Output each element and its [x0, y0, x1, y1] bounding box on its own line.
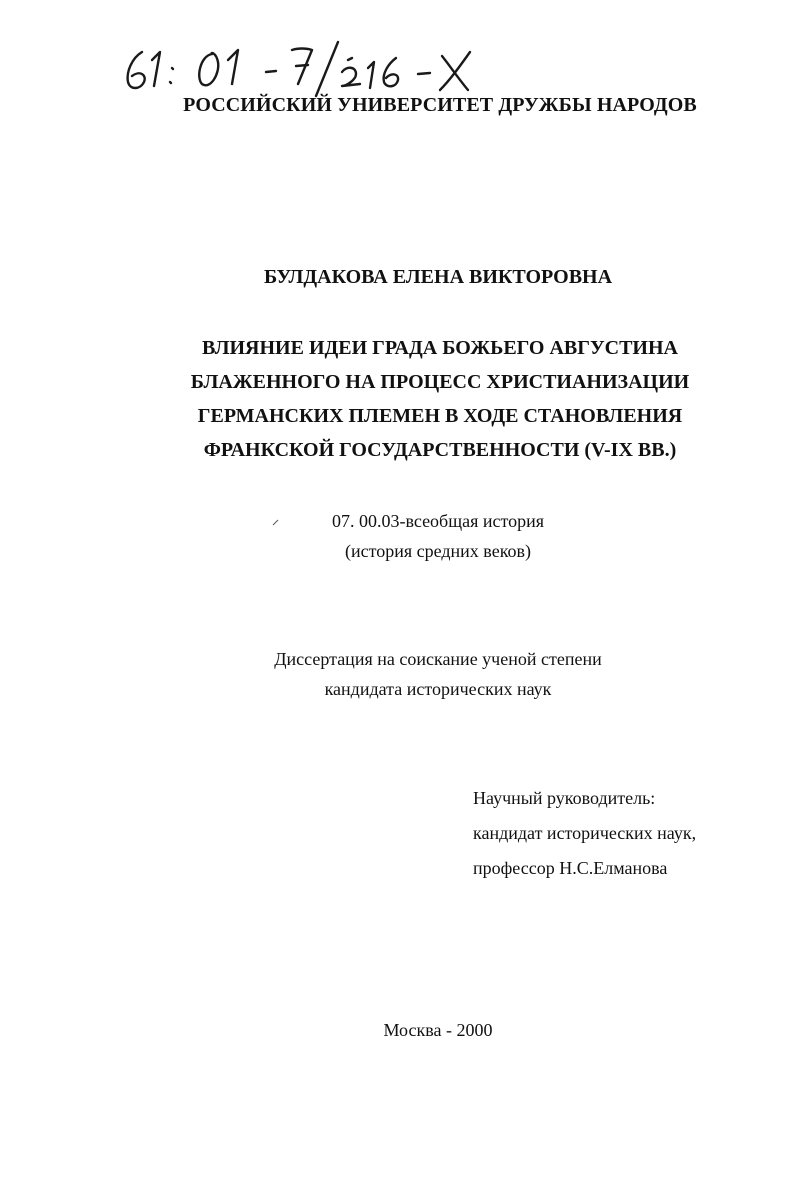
title-line: ГЕРМАНСКИХ ПЛЕМЕН В ХОДЕ СТАНОВЛЕНИЯ: [197, 405, 683, 427]
handwritten-code-drawing: [120, 38, 500, 100]
author-name: БУЛДАКОВА ЕЛЕНА ВИКТОРОВНА: [263, 266, 613, 288]
dissertation-title: [0, 331, 796, 467]
supervisor-name: профессор Н.С.Елманова: [473, 858, 668, 878]
degree-statement: [0, 644, 796, 704]
place-and-year: Москва - 2000: [383, 1020, 493, 1040]
title-line: БЛАЖЕННОГО НА ПРОЦЕСС ХРИСТИАНИЗАЦИИ: [190, 371, 690, 393]
specialty-code: 07. 00.03-всеобщая история: [331, 511, 545, 531]
supervisor-block: [473, 781, 696, 886]
supervisor-label: Научный руководитель:: [473, 788, 656, 808]
degree-line-2: кандидата исторических наук: [324, 679, 552, 699]
specialty-subfield: (история средних веков): [344, 541, 532, 561]
supervisor-degree: кандидат исторических наук,: [473, 823, 697, 843]
title-line: ВЛИЯНИЕ ИДЕИ ГРАДА БОЖЬЕГО АВГУСТИНА: [202, 337, 678, 359]
handwritten-archive-code: [120, 38, 500, 100]
university-name: РОССИЙСКИЙ УНИВЕРСИТЕТ ДРУЖБЫ НАРОДОВ: [183, 94, 697, 116]
specialty-block: [0, 506, 796, 566]
degree-line-1: Диссертация на соискание ученой степени: [274, 649, 602, 669]
title-line: ФРАНКСКОЙ ГОСУДАРСТВЕННОСТИ (V-IX ВВ.): [203, 439, 677, 461]
